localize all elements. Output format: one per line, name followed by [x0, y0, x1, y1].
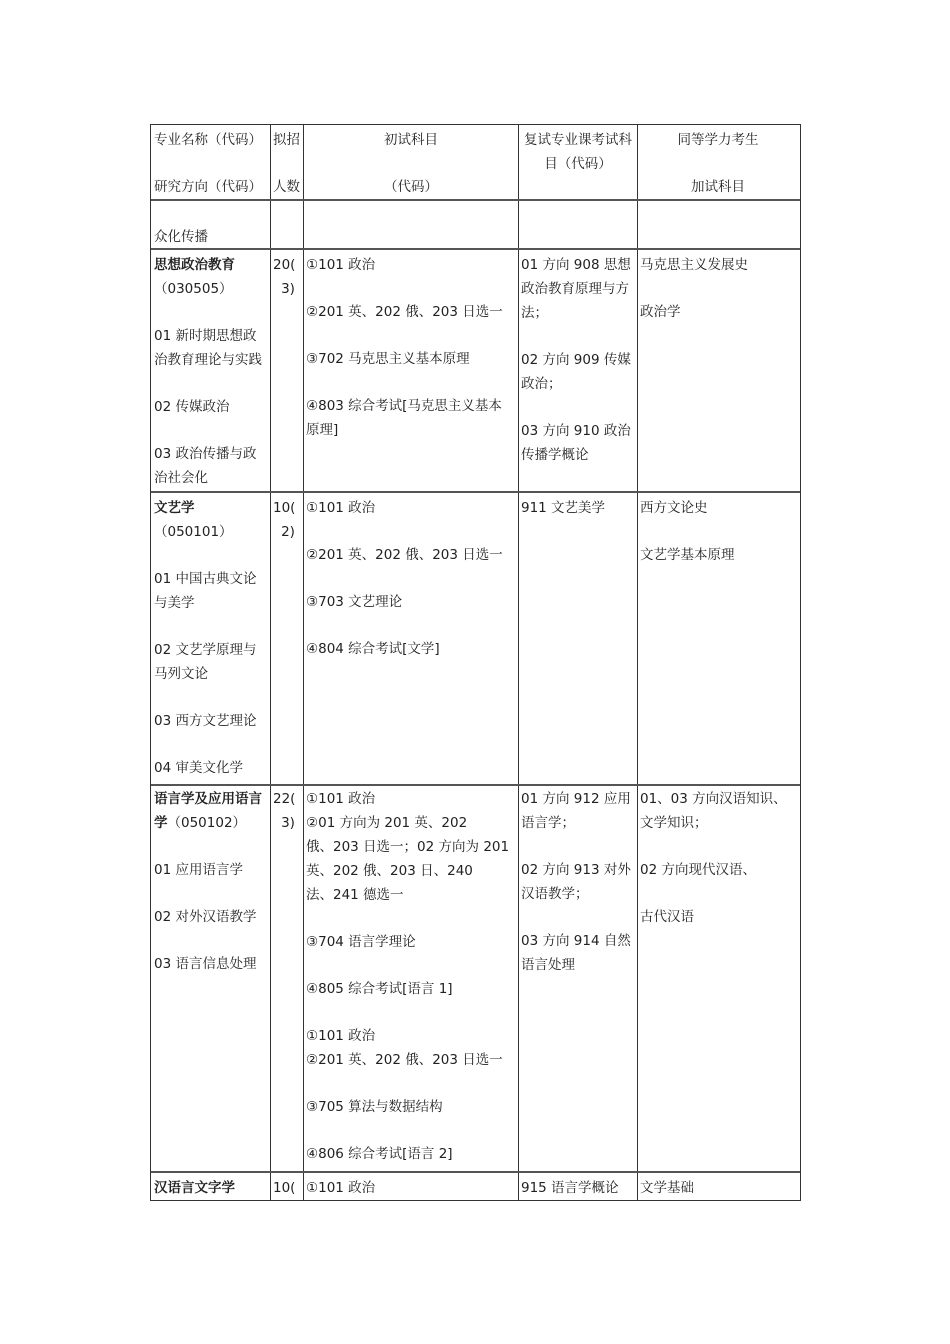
exam-item: ④805 综合考试[语言 1]: [306, 981, 453, 997]
exam-item: 法、241 德选一: [306, 887, 404, 903]
major-name: 语言学及应用语言: [154, 791, 262, 807]
quota-cell: [273, 496, 303, 544]
retest-item: 汉语教学；: [521, 886, 589, 902]
program-table: [150, 124, 801, 1201]
header-extra-label-2: 加试科目: [691, 179, 745, 195]
direction-item: 与美学: [154, 595, 195, 611]
direction-item: 02 传媒政治: [154, 399, 230, 415]
extra-item: 马克思主义发展史: [640, 257, 748, 273]
retest-item: 政治；: [521, 376, 562, 392]
retest-item: 911 文艺美学: [521, 500, 606, 516]
retest-item: 03 方向 910 政治: [521, 423, 631, 439]
header-extra-cell: [638, 128, 798, 199]
col-divider: [637, 125, 638, 1200]
major-cell: [154, 496, 270, 780]
exam-item: ③702 马克思主义基本原理: [306, 351, 470, 367]
exam-item: 英、202 俄、203 日、240: [306, 863, 473, 879]
header-exam-cell: [304, 128, 518, 199]
direction-item: 02 文艺学原理与: [154, 642, 257, 658]
extra-item: 政治学: [640, 304, 681, 320]
exam-item: ①101 政治: [306, 257, 376, 273]
quota-value: 3): [281, 815, 295, 831]
major-cell: [154, 1176, 270, 1200]
exam-item: 原理]: [306, 422, 339, 438]
extra-item: 01、03 方向汉语知识、: [640, 791, 787, 807]
col-divider: [303, 125, 304, 1200]
major-cell: [154, 253, 270, 490]
major-name: 汉语言文字学: [154, 1180, 235, 1196]
exam-item: ①101 政治: [306, 500, 376, 516]
row-divider: [151, 491, 800, 493]
retest-item: 语言处理: [521, 957, 575, 973]
retest-item: 法；: [521, 305, 548, 321]
retest-cell: [521, 253, 637, 467]
major-code: （050101）: [154, 524, 233, 540]
extra-item: 文学知识；: [640, 815, 708, 831]
exam-item: ③703 文艺理论: [306, 594, 403, 610]
quota-value: 22(: [273, 791, 296, 807]
exam-item: ②01 方向为 201 英、202: [306, 815, 468, 831]
exam-cell: [306, 787, 518, 1166]
retest-item: 01 方向 912 应用: [521, 791, 631, 807]
quota-cell: [273, 253, 303, 301]
exam-item: ②201 英、202 俄、203 日选一: [306, 304, 503, 320]
exam-cell: [306, 496, 518, 661]
quota-value: 10(: [273, 500, 296, 516]
exam-item: ④803 综合考试[马克思主义基本: [306, 398, 502, 414]
exam-item: ④804 综合考试[文学]: [306, 641, 440, 657]
header-retest-label: 复试专业课考试科: [524, 132, 632, 148]
direction-item: 01 应用语言学: [154, 862, 243, 878]
retest-item: 03 方向 914 自然: [521, 933, 631, 949]
retest-item: 传播学概论: [521, 447, 589, 463]
exam-item: ④806 综合考试[语言 2]: [306, 1146, 453, 1162]
header-direction-label: 研究方向（代码）: [154, 179, 262, 195]
extra-item: 西方文论史: [640, 500, 708, 516]
extra-item: 02 方向现代汉语、: [640, 862, 756, 878]
major-code: （050102）: [167, 815, 247, 831]
exam-item: ②201 英、202 俄、203 日选一: [306, 547, 503, 563]
exam-cell: [306, 1176, 518, 1200]
retest-item: 02 方向 913 对外: [521, 862, 631, 878]
exam-cell: [306, 253, 518, 442]
col-divider: [518, 125, 519, 1200]
retest-cell: [521, 1176, 637, 1200]
row-divider: [151, 784, 800, 786]
header-major-label: 专业名称（代码）: [154, 132, 262, 148]
major-cell: [154, 787, 270, 976]
retest-cell: [521, 496, 637, 520]
exam-item: ②201 英、202 俄、203 日选一: [306, 1052, 503, 1068]
row-divider: [151, 1171, 800, 1173]
retest-item: 915 语言学概论: [521, 1180, 619, 1196]
major-name: 众化传播: [154, 229, 208, 245]
direction-item: 01 中国古典文论: [154, 571, 257, 587]
direction-item: 马列文论: [154, 666, 208, 682]
direction-item: 治教育理论与实践: [154, 352, 262, 368]
header-exam-label: 初试科目: [384, 132, 438, 148]
major-code: （030505）: [154, 281, 233, 297]
exam-item: ①101 政治: [306, 1180, 376, 1196]
quota-value: 3): [281, 281, 295, 297]
major-name: 思想政治教育: [154, 257, 235, 273]
header-major-cell: [154, 128, 268, 199]
header-exam-code-label: （代码）: [384, 179, 438, 195]
direction-item: 03 政治传播与政: [154, 446, 257, 462]
major-name: 文艺学: [154, 500, 195, 516]
quota-value: 10(: [273, 1180, 296, 1196]
exam-item: ①101 政治: [306, 791, 376, 807]
extra-item: 文艺学基本原理: [640, 547, 735, 563]
retest-item: 语言学；: [521, 815, 575, 831]
row-divider: [151, 199, 800, 201]
header-retest-label-2: 目（代码）: [544, 156, 612, 172]
direction-item: 03 西方文艺理论: [154, 713, 257, 729]
extra-cell: [640, 496, 798, 567]
header-quota-cell: [273, 128, 303, 199]
header-quota-label: 拟招: [273, 132, 300, 148]
major-name-continued: 学: [154, 815, 168, 831]
header-retest-cell: [519, 128, 637, 176]
header-extra-label: 同等学力考生: [677, 132, 759, 148]
exam-item: ①101 政治: [306, 1028, 376, 1044]
quota-cell: [273, 787, 303, 835]
direction-item: 02 对外汉语教学: [154, 909, 257, 925]
retest-cell: [521, 787, 637, 977]
extra-cell: [640, 787, 800, 929]
direction-item: 01 新时期思想政: [154, 328, 257, 344]
quota-value: 20(: [273, 257, 296, 273]
header-quota-label-2: 人数: [273, 179, 300, 195]
extra-cell: [640, 1176, 798, 1200]
col-divider: [270, 125, 271, 1200]
extra-item: 文学基础: [640, 1180, 694, 1196]
direction-item: 04 审美文化学: [154, 760, 243, 776]
retest-item: 政治教育原理与方: [521, 281, 629, 297]
extra-cell: [640, 253, 798, 324]
quota-cell: [273, 1176, 303, 1200]
row-continuation-cell: [154, 225, 268, 249]
exam-item: ③705 算法与数据结构: [306, 1099, 443, 1115]
quota-value: 2): [281, 524, 295, 540]
retest-item: 01 方向 908 思想: [521, 257, 631, 273]
extra-item: 古代汉语: [640, 909, 694, 925]
direction-item: 治社会化: [154, 470, 208, 486]
exam-item: ③704 语言学理论: [306, 934, 416, 950]
exam-item: 俄、203 日选一；02 方向为 201: [306, 839, 510, 855]
direction-item: 03 语言信息处理: [154, 956, 257, 972]
retest-item: 02 方向 909 传媒: [521, 352, 631, 368]
